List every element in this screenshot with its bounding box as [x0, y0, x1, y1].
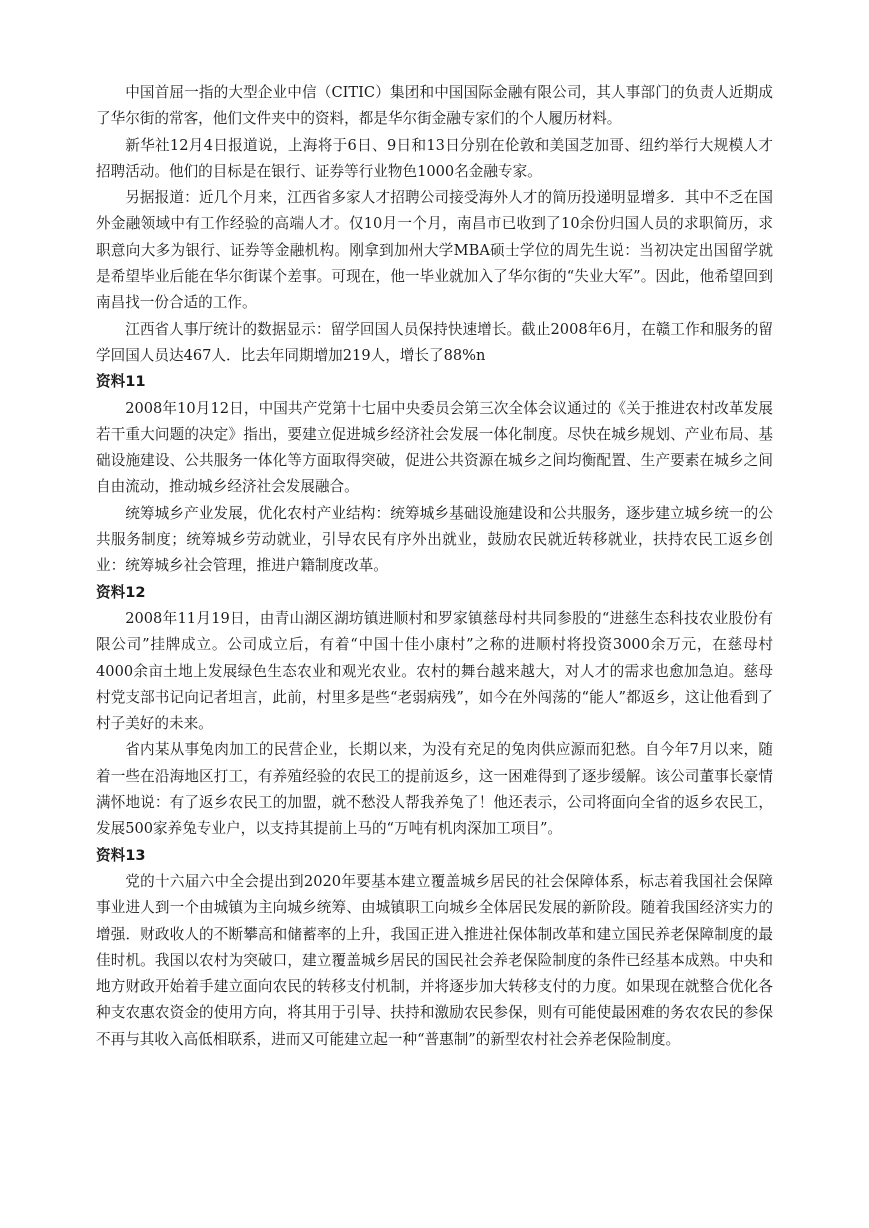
paragraph: 省内某从事兔肉加工的民营企业，长期以来，为没有充足的兔肉供应源而犯愁。自今年7月以来，随着一些在沿海地区打工，有养殖经验的农民工的提前返乡，这一困难得到了逐步缓解。该公司董事长豪情满怀地说：有了返乡农民工的加盟，就不愁没人帮我养兔了！他还表示，公司将面向全省的返乡农民工，发展500家养兔专业户，以支持其提前上马的“万吨有机肉深加工项目”。: [96, 741, 773, 838]
paragraph: 党的十六届六中全会提出到2020年要基本建立覆盖城乡居民的社会保障体系，标志着我国社会保障事业进人到一个由城镇为主向城乡统筹、由城镇职工向城乡全体居民发展的新阶段。随着我国经济实力的增强．财政收人的不断攀高和储蓄率的上升，我国正进入推进社保体制改革和建立国民养老保障制度的最佳时机。我国以农村为突破口，建立覆盖城乡居民的国民社会养老保险制度的条件已经基本成熟。中央和地方财政开始着手建立面向农民的转移支付机制，并将逐步加大转移支付的力度。如果现在就整合优化各种支农惠农资金的使用方向，将其用于引导、扶持和激励农民参保，则有可能使最困难的务农农民的参保不再与其收入高低相联系，进而又可能建立起一种“普惠制”的新型农村社会养老保险制度。: [96, 872, 773, 1048]
paragraph: 2008年10月12日，中国共产党第十七届中央委员会第三次全体会议通过的《关于推进农村改革发展若干重大问题的决定》指出，要建立促进城乡经济社会发展一体化制度。尽快在城乡规划、产业布局、基础设施建设、公共服务一体化等方面取得突破，促进公共资源在城乡之间均衡配置、生产要素在城乡之间自由流动，推动城乡经济社会发展融合。: [96, 399, 773, 496]
section-heading: 资料11: [96, 373, 146, 391]
paragraph: 统筹城乡产业发展，优化农村产业结构：统筹城乡基础设施建设和公共服务，逐步建立城乡统一的公共服务制度；统筹城乡劳动就业，引导农民有序外出就业，鼓励农民就近转移就业，扶持农民工返乡创业：统筹城乡社会管理，推进户籍制度改革。: [96, 504, 773, 575]
section-heading: 资料12: [96, 583, 146, 601]
paragraph: 另据报道：近几个月来，江西省多家人才招聘公司接受海外人才的简历投递明显增多．其中不乏在国外金融领域中有工作经验的高端人才。仅10月一个月，南昌市已收到了10余份归国人员的求职简历，求职意向大多为银行、证券等金融机构。刚拿到加州大学MBA硕士学位的周先生说：当初决定出国留学就是希望毕业后能在华尔街谋个差事。可现在，他一毕业就加入了华尔街的“失业大军”。因此，他希望回到南昌找一份合适的工作。: [96, 189, 773, 312]
paragraph: 新华社12月4日报道说，上海将于6日、9日和13日分别在伦敦和美国芝加哥、纽约举行大规模人才招聘活动。他们的目标是在银行、证券等行业物色1000名金融专家。: [96, 136, 773, 180]
paragraph: 2008年11月19日，由青山湖区湖坊镇进顺村和罗家镇慈母村共同参股的“进慈生态科技农业股份有限公司”挂牌成立。公司成立后，有着“中国十佳小康村”之称的进顺村将投资3000余万元，在慈母村4000余亩土地上发展绿色生态农业和观光农业。农村的舞台越来越大，对人才的需求也愈加急迫。慈母村党支部书记向记者坦言，此前，村里多是些“老弱病残”，如今在外闯荡的“能人”都返乡，这让他看到了村子美好的未来。: [96, 609, 773, 733]
section-heading: 资料13: [96, 846, 146, 864]
paragraph: 中国首屈一指的大型企业中信（CITIC）集团和中国国际金融有限公司，其人事部门的负责人近期成了华尔街的常客，他们文件夹中的资料，都是华尔街金融专家们的个人履历材料。: [96, 84, 773, 128]
paragraph: 江西省人事厅统计的数据显示：留学回国人员保持快速增长。截止2008年6月，在赣工作和服务的留学回国人员达467人．比去年同期增加219人，增长了88%n: [96, 320, 773, 364]
